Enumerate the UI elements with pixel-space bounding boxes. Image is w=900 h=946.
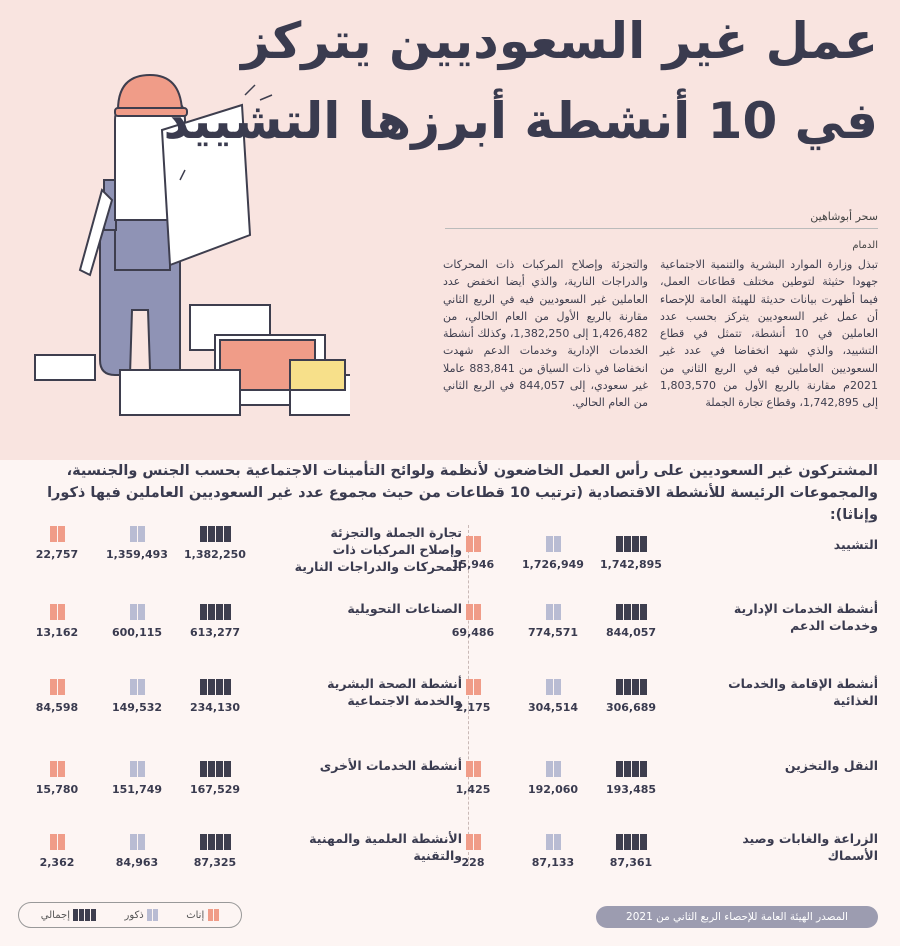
female-value: 2,175 — [455, 701, 491, 714]
total-value: 234,130 — [189, 701, 241, 714]
total-people-icon — [73, 909, 97, 921]
male-people-icon — [518, 536, 588, 554]
byline-divider — [445, 228, 878, 229]
male-people-icon — [102, 834, 172, 852]
female-people-icon — [22, 604, 92, 622]
sector-row — [22, 757, 462, 817]
male-value: 304,514 — [527, 701, 579, 714]
sector-name: أنشطة الخدمات الإدارية وخدمات الدعم — [733, 601, 878, 633]
sector-row — [438, 675, 878, 735]
female-value: 13,162 — [35, 626, 79, 639]
legend-male-label: ذكور — [124, 909, 144, 921]
sector-row — [22, 675, 462, 735]
male-people-icon — [518, 761, 588, 779]
sector-name: أنشطة الإقامة والخدمات الغذائية — [728, 676, 878, 708]
female-people-icon — [22, 834, 92, 852]
male-people-icon — [102, 679, 172, 697]
female-value: 15,780 — [35, 783, 79, 796]
total-people-icon — [596, 761, 666, 779]
sector-name: الأنشطة العلمية والمهنية والتقنية — [309, 831, 462, 863]
male-people-icon — [102, 604, 172, 622]
sector-row — [22, 830, 462, 890]
article-column-left: والتجزئة وإصلاح المركبات ذات المحركات والدراجات النارية، والذي أيضا انخفض عدد العاملين غير السعوديين فيه في الربع الثاني مقارنة بالربع الأول من العام الحالي، من 1,426,482 إلى 1,382,250، وكذلك أنشطة الخدمات الإدارية وخدمات الدعم شهدت انخفاضا في ذات السياق من 883,841 عاملا غير سعودي، إلى 844,057 في الربع الثاني من العام الحالي. — [443, 258, 648, 410]
sector-row — [438, 600, 878, 660]
page-title-line-1: عمل غير السعوديين يتركز — [241, 12, 878, 70]
total-people-icon — [180, 761, 250, 779]
legend-total — [41, 909, 97, 921]
total-value: 87,361 — [609, 856, 653, 869]
total-value: 1,382,250 — [184, 548, 246, 561]
female-value: 69,486 — [451, 626, 495, 639]
female-value: 22,757 — [35, 548, 79, 561]
total-people-icon — [596, 679, 666, 697]
male-value: 1,726,949 — [522, 558, 584, 571]
article-column-right: تبذل وزارة الموارد البشرية والتنمية الاجتماعية جهودا حثيثة لتوطين مختلف قطاعات العمل، فيما أظهرت بيانات حديثة للهيئة العامة للإحصاء أن عمل غير السعوديين يتركز بحسب عدد العاملين في 10 أنشطة، تتمثل في قطاع التشييد، والذي شهد انخفاضا في عدد غير السعوديين العاملين فيه في الربع الثاني من 2021م مقارنة بالربع الأول من 1,803,570 إلى 1,742,895، وقطاع تجارة الجملة — [660, 258, 878, 410]
source-note: المصدر الهيئة العامة للإحصاء الربع الثاني من 2021 — [596, 906, 878, 928]
male-value: 84,963 — [115, 856, 159, 869]
female-people-icon — [22, 679, 92, 697]
male-people-icon — [102, 526, 172, 544]
male-people-icon — [147, 909, 159, 921]
sector-name: أنشطة الصحة البشرية والخدمة الاجتماعية — [327, 676, 462, 708]
legend — [18, 902, 242, 928]
sector-name: تجارة الجملة والتجزئة وإصلاح المركبات ذات المحركات والدراجات النارية — [294, 525, 462, 574]
male-people-icon — [518, 834, 588, 852]
sector-row — [438, 830, 878, 890]
female-value: 228 — [461, 856, 485, 869]
dateline-city: الدمام — [852, 240, 878, 251]
chart-headline: المشتركون غير السعوديين على رأس العمل الخاضعون لأنظمة ولوائح التأمينات الاجتماعية بحسب الجنس والجنسية، والمجموعات الرئيسة للأنشطة الاقتصادية (ترتيب 10 قطاعات من حيث مجموع عدد غير السعوديين العاملين فيها ذكورا وإناثا): — [47, 463, 878, 523]
author-name: سحر أبوشاهين — [810, 210, 878, 223]
total-value: 1,742,895 — [600, 558, 662, 571]
male-value: 1,359,493 — [106, 548, 168, 561]
sector-name: الزراعة والغابات وصيد الأسماك — [742, 831, 878, 863]
male-value: 192,060 — [527, 783, 579, 796]
female-value: 15,946 — [451, 558, 495, 571]
total-value: 87,325 — [193, 856, 237, 869]
sector-name: التشييد — [833, 537, 878, 552]
female-people-icon — [207, 909, 219, 921]
sector-row — [22, 524, 462, 584]
total-people-icon — [180, 526, 250, 544]
total-people-icon — [180, 679, 250, 697]
male-value: 87,133 — [531, 856, 575, 869]
female-people-icon — [22, 526, 92, 544]
female-people-icon — [22, 761, 92, 779]
female-value: 2,362 — [39, 856, 75, 869]
legend-female-label: إناث — [186, 909, 205, 921]
male-value: 774,571 — [527, 626, 579, 639]
total-value: 306,689 — [605, 701, 657, 714]
male-people-icon — [102, 761, 172, 779]
legend-male — [124, 909, 158, 921]
total-value: 613,277 — [189, 626, 241, 639]
total-value: 167,529 — [189, 783, 241, 796]
sector-name: النقل والتخزين — [784, 758, 878, 773]
total-people-icon — [180, 834, 250, 852]
total-value: 193,485 — [605, 783, 657, 796]
legend-total-label: إجمالي — [40, 909, 70, 921]
sector-row — [22, 600, 462, 660]
sector-name: أنشطة الخدمات الأخرى — [319, 758, 462, 773]
total-value: 844,057 — [605, 626, 657, 639]
sector-row — [438, 532, 878, 592]
sector-name: الصناعات التحويلية — [347, 601, 462, 616]
total-people-icon — [596, 604, 666, 622]
male-value: 149,532 — [111, 701, 163, 714]
page-title-line-2: في 10 أنشطة أبرزها التشييد — [163, 92, 878, 150]
male-people-icon — [518, 679, 588, 697]
male-value: 600,115 — [111, 626, 163, 639]
female-value: 84,598 — [35, 701, 79, 714]
female-value: 1,425 — [455, 783, 491, 796]
male-value: 151,749 — [111, 783, 163, 796]
sector-row — [438, 757, 878, 817]
male-people-icon — [518, 604, 588, 622]
legend-female — [186, 909, 219, 921]
total-people-icon — [180, 604, 250, 622]
total-people-icon — [596, 834, 666, 852]
total-people-icon — [596, 536, 666, 554]
